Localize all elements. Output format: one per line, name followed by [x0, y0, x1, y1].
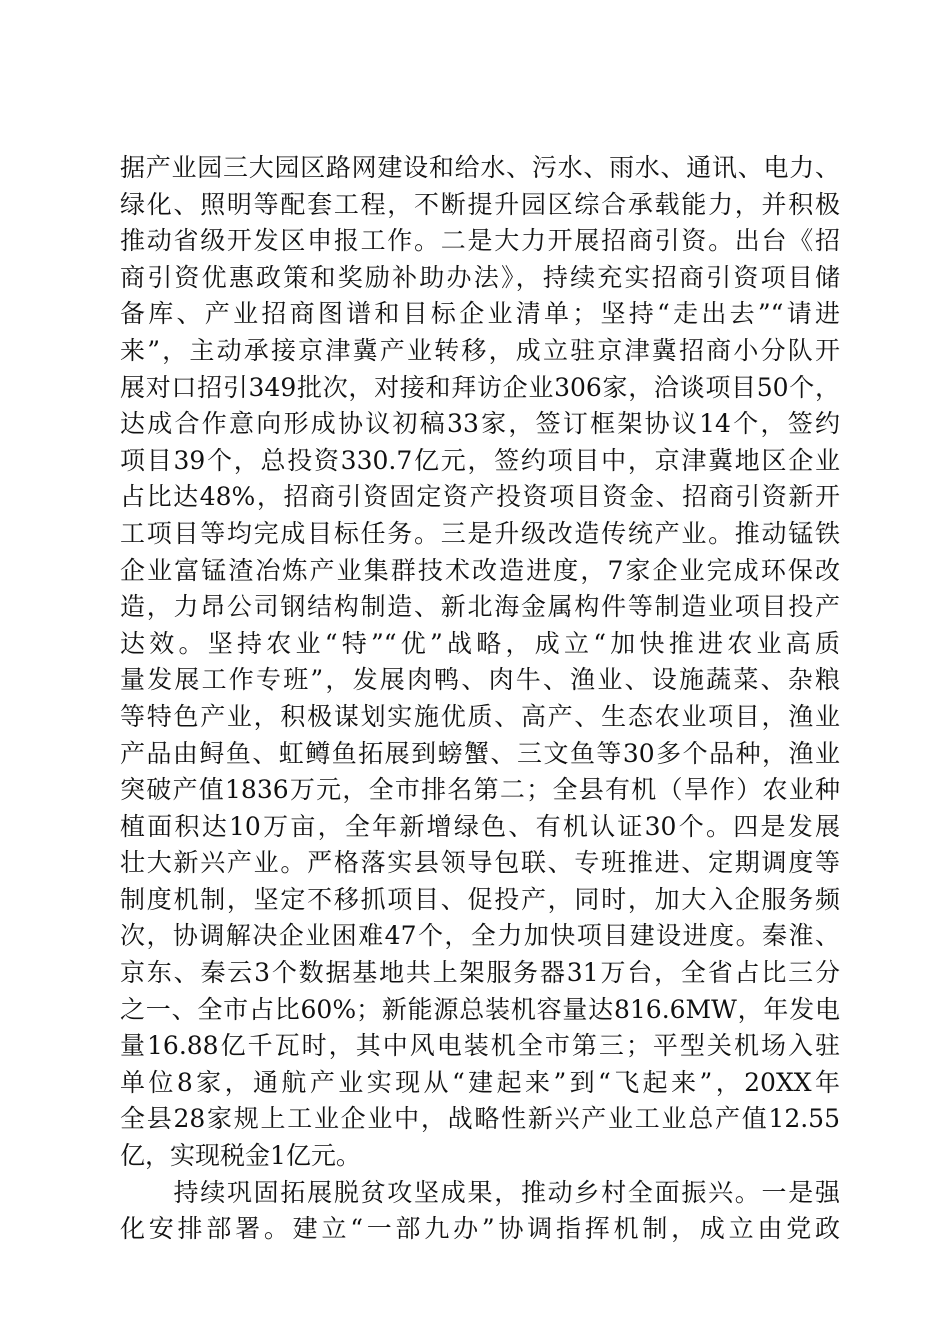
text-line: 企业富锰渣冶炼产业集群技术改造进度，7家企业完成环保改	[120, 555, 840, 585]
text-line: 突破产值1836万元，全市排名第二；全县有机（旱作）农业种	[120, 775, 840, 805]
text-line: 量16.88亿千瓦时，其中风电装机全市第三；平型关机场入驻	[120, 1031, 840, 1061]
text-line: 绿化、照明等配套工程，不断提升园区综合承载能力，并积极	[120, 189, 840, 219]
text-line: 化安排部署。建立“一部九办”协调指挥机制，成立由党政	[120, 1214, 840, 1244]
text-line: 制度机制，坚定不移抓项目、促投产，同时，加大入企服务频	[120, 884, 840, 914]
text-line: 植面积达10万亩，全年新增绿色、有机认证30个。四是发展	[120, 811, 840, 841]
text-line: 京东、秦云3个数据基地共上架服务器31万台，全省占比三分	[120, 958, 840, 988]
text-line: 量发展工作专班”，发展肉鸭、肉牛、渔业、设施蔬菜、杂粮	[120, 665, 840, 695]
text-line: 亿，实现税金1亿元。	[120, 1141, 361, 1171]
text-line: 全县28家规上工业企业中，战略性新兴产业工业总产值12.55	[120, 1104, 840, 1134]
text-line: 项目39个，总投资330.7亿元，签约项目中，京津冀地区企业	[120, 445, 840, 475]
text-line: 备库、产业招商图谱和目标企业清单；坚持“走出去”“请进	[120, 299, 840, 329]
paragraph-start-line: 持续巩固拓展脱贫攻坚成果，推动乡村全面振兴。一是强	[120, 1177, 840, 1207]
text-line: 之一、全市占比60%；新能源总装机容量达816.6MW，年发电	[120, 994, 840, 1024]
text-line: 达成合作意向形成协议初稿33家，签订框架协议14个，签约	[120, 409, 840, 439]
text-line: 推动省级开发区申报工作。二是大力开展招商引资。出台《招	[120, 226, 840, 256]
text-line: 壮大新兴产业。严格落实县领导包联、专班推进、定期调度等	[120, 848, 840, 878]
text-line: 来”，主动承接京津冀产业转移，成立驻京津冀招商小分队开	[120, 335, 840, 365]
text-line: 据产业园三大园区路网建设和给水、污水、雨水、通讯、电力、	[120, 153, 840, 182]
text-line: 造，力昂公司钢结构制造、新北海金属构件等制造业项目投产	[120, 592, 840, 622]
text-line: 产品由鲟鱼、虹鳟鱼拓展到螃蟹、三文鱼等30多个品种，渔业	[120, 738, 840, 768]
text-line: 展对口招引349批次，对接和拜访企业306家，洽谈项目50个，	[120, 372, 840, 402]
text-line: 达效。坚持农业“特”“优”战略，成立“加快推进农业高质	[120, 628, 840, 658]
body-text	[120, 150, 840, 1248]
text-line: 等特色产业，积极谋划实施优质、高产、生态农业项目，渔业	[120, 701, 840, 731]
text-line: 单位8家，通航产业实现从“建起来”到“飞起来”，20XX年	[120, 1067, 840, 1097]
text-line: 商引资优惠政策和奖励补助办法》，持续充实招商引资项目储	[120, 262, 840, 292]
text-line: 次，协调解决企业困难47个，全力加快项目建设进度。秦淮、	[120, 921, 840, 951]
text-line: 工项目等均完成目标任务。三是升级改造传统产业。推动锰铁	[120, 518, 840, 548]
text-line: 占比达48%，招商引资固定资产投资项目资金、招商引资新开	[120, 482, 840, 512]
